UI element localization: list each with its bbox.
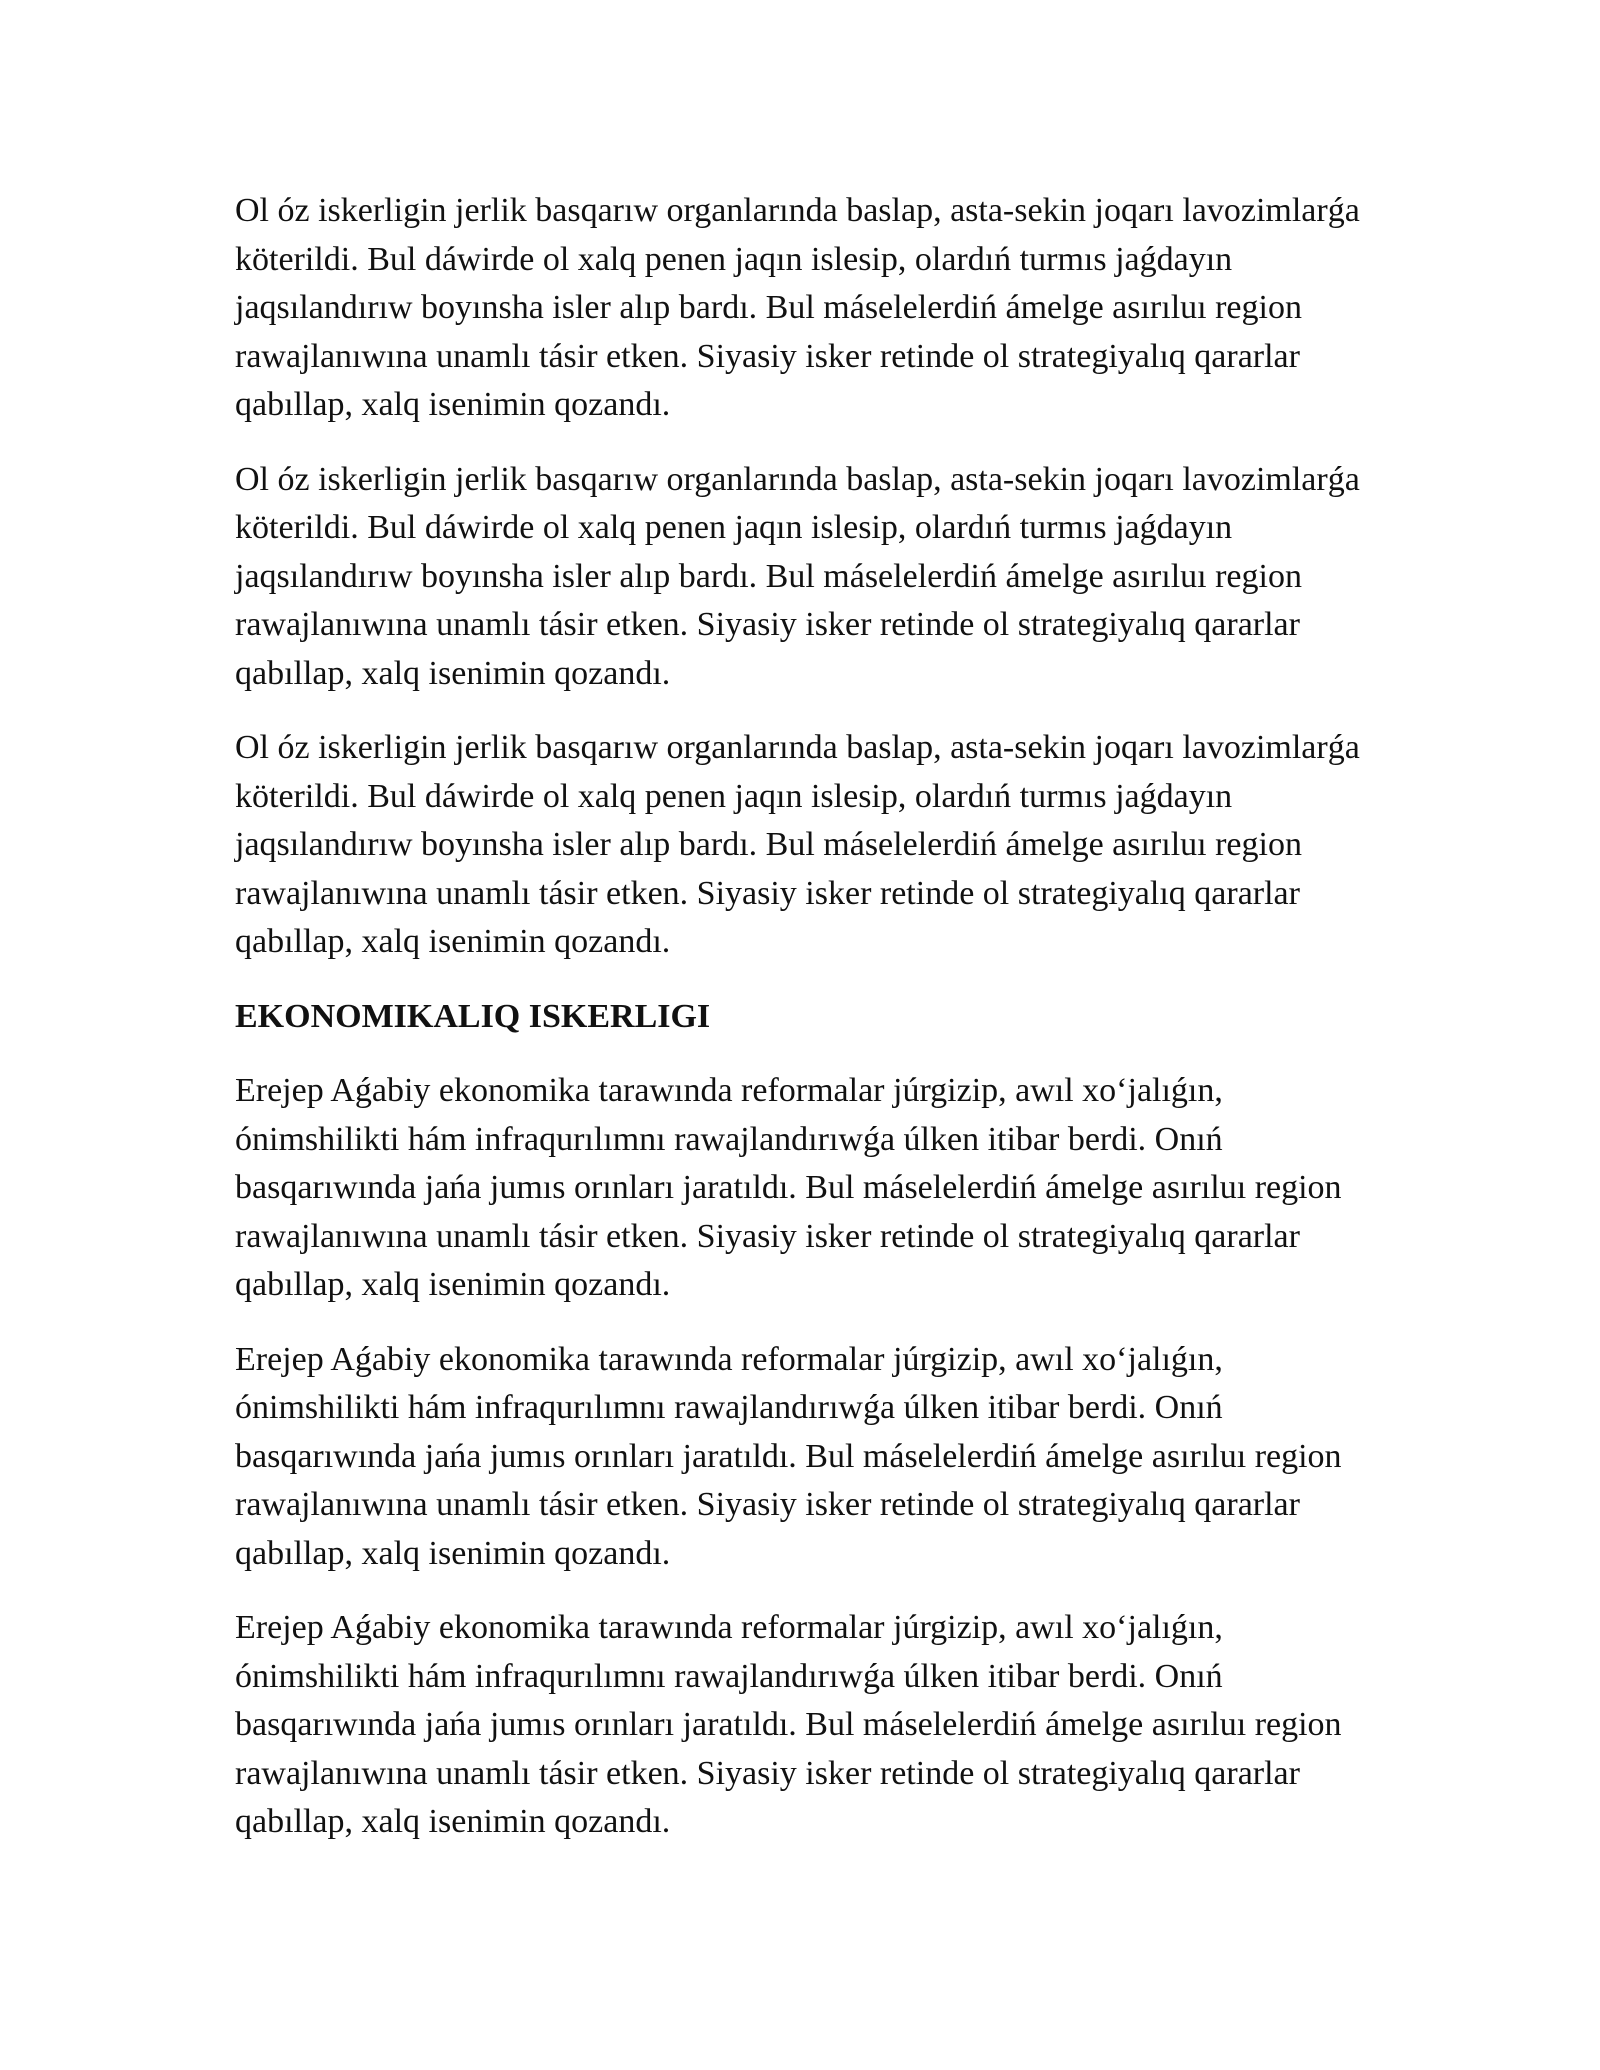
body-paragraph: Erejep Aǵabiy ekonomika tarawında reformalar júrgizip, awıl xo‘jalıǵın, ónimshilikti hám infraqurılımnı rawajlandırıwǵa úlken itibar berdi. Onıń basqarıwında jańa jumıs orınları jaratıldı. Bul máselelerdiń ámelge asırıluı region rawajlanıwına unamlı tásir etken. Siyasiy isker retinde ol strategiyalıq qararlar qabıllap, xalq isenimin qozandı. — [235, 1072, 1342, 1303]
body-paragraph: Erejep Aǵabiy ekonomika tarawında reformalar júrgizip, awıl xo‘jalıǵın, ónimshilikti hám infraqurılımnı rawajlandırıwǵa úlken itibar berdi. Onıń basqarıwında jańa jumıs orınları jaratıldı. Bul máselelerdiń ámelge asırıluı region rawajlanıwına unamlı tásir etken. Siyasiy isker retinde ol strategiyalıq qararlar qabıllap, xalq isenimin qozandı. — [235, 1340, 1342, 1572]
section-heading: EKONOMIKALIQ ISKERLIGI — [235, 997, 711, 1035]
body-paragraph: Ol óz iskerligin jerlik basqarıw organlarında baslap, asta-sekin joqarı lavozimlarǵa köterildi. Bul dáwirde ol xalq penen jaqın islesip, olardıń turmıs jaǵdayın jaqsılandırıw boyınsha isler alıp bardı. Bul máselelerdiń ámelge asırıluı region rawajlanıwına unamlı tásir etken. Siyasiy isker retinde ol strategiyalıq qararlar qabıllap, xalq isenimin qozandı. — [235, 192, 1360, 423]
body-paragraph: Ol óz iskerligin jerlik basqarıw organlarında baslap, asta-sekin joqarı lavozimlarǵa köterildi. Bul dáwirde ol xalq penen jaqın islesip, olardıń turmıs jaǵdayın jaqsılandırıw boyınsha isler alıp bardı. Bul máselelerdiń ámelge asırıluı region rawajlanıwına unamlı tásir etken. Siyasiy isker retinde ol strategiyalıq qararlar qabıllap, xalq isenimin qozandı. — [235, 729, 1360, 960]
document-body — [235, 187, 1375, 1873]
body-paragraph: Ol óz iskerligin jerlik basqarıw organlarında baslap, asta-sekin joqarı lavozimlarǵa köterildi. Bul dáwirde ol xalq penen jaqın islesip, olardıń turmıs jaǵdayın jaqsılandırıw boyınsha isler alıp bardı. Bul máselelerdiń ámelge asırıluı region rawajlanıwına unamlı tásir etken. Siyasiy isker retinde ol strategiyalıq qararlar qabıllap, xalq isenimin qozandı. — [235, 460, 1360, 692]
body-paragraph: Erejep Aǵabiy ekonomika tarawında reformalar júrgizip, awıl xo‘jalıǵın, ónimshilikti hám infraqurılımnı rawajlandırıwǵa úlken itibar berdi. Onıń basqarıwında jańa jumıs orınları jaratıldı. Bul máselelerdiń ámelge asırıluı region rawajlanıwına unamlı tásir etken. Siyasiy isker retinde ol strategiyalıq qararlar qabıllap, xalq isenimin qozandı. — [235, 1609, 1342, 1840]
